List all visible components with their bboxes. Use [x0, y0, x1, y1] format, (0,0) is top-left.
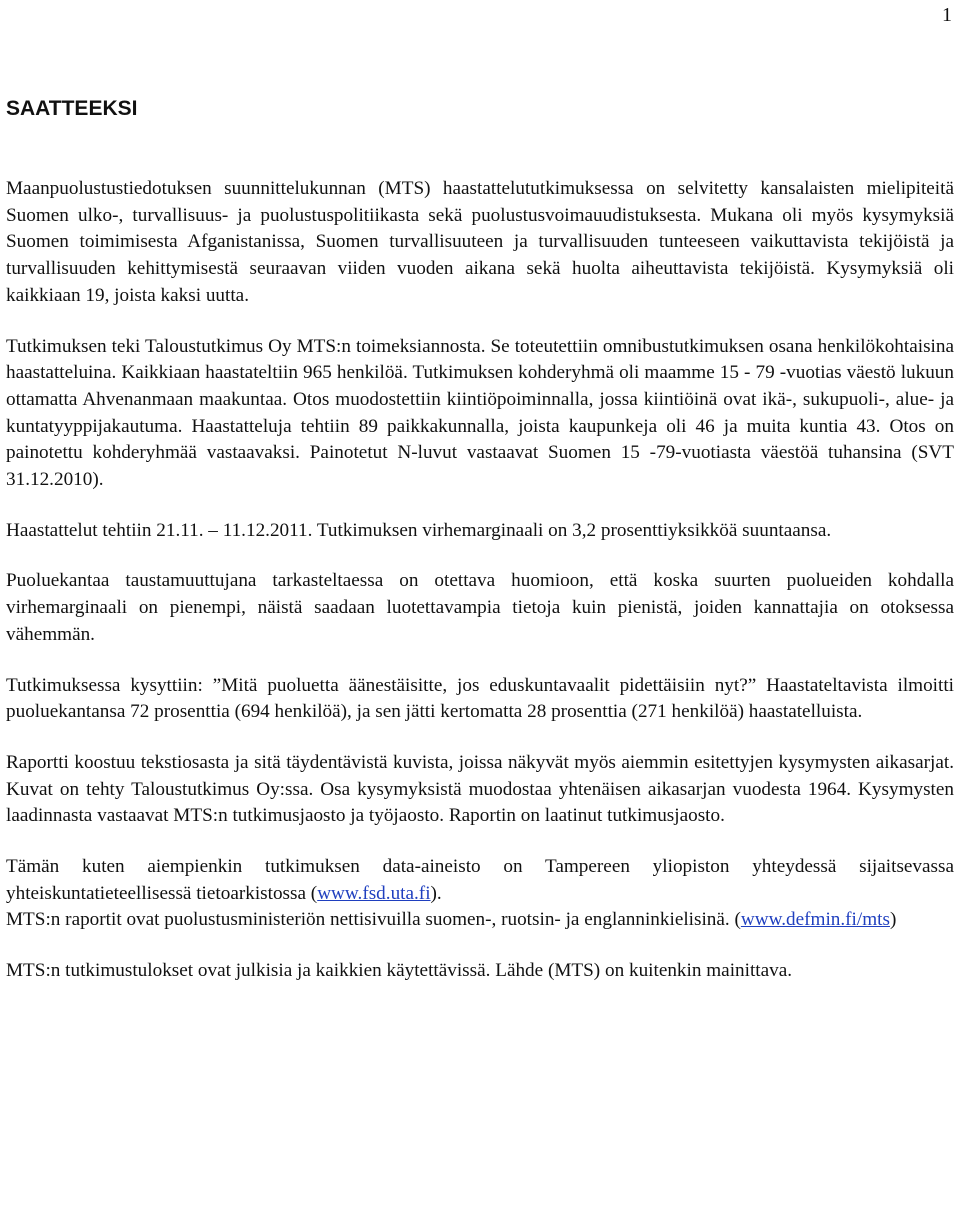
page-number: 1 — [942, 4, 952, 26]
archive-text: Tämän kuten aiempienkin tutkimuksen data-aineisto on Tampereen yliopiston yhteydessä sijaitsevassa yhteiskuntatieteellisessä tietoarkistossa ( — [6, 856, 954, 904]
reports-text-end: ) — [889, 909, 897, 931]
page-heading: SAATTEEKSI — [6, 97, 138, 120]
paragraph-report: Raportti koostuu tekstiosasta ja sitä täydentävistä kuvista, joissa näkyvät myös aiemmin esitettyjen kysymysten aikasarjat. Kuvat on tehty Taloustutkimus Oy:ssa. Osa kysymyksistä muodostaa yhtenäisen aikasarjan vuodesta 1964. Kysymysten laadinnasta vastaavat MTS:n tutkimusjaosto ja työjaosto. Raportin on laatinut tutkimusjaosto. — [6, 751, 954, 827]
document-body — [6, 176, 954, 985]
paragraph-method: Tutkimuksen teki Taloustutkimus Oy MTS:n toimeksiannosta. Se toteutettiin omnibustutkimuksen osana henkilökohtaisina haastatteluina. Kaikkiaan haastateltiin 965 henkilöä. Tutkimuksen kohderyhmä oli maamme 15 - 79 -vuotias väestö lukuun ottamatta Ahvenanmaan maakuntaa. Otos muodostettiin kiintiöpoiminnalla, jossa kiintiöinä ovat ikä-, sukupuoli-, alue- ja kuntatyyppijakautuma. Haastatteluja tehtiin 89 paikkakunnalla, joista kaupunkeja oli 46 ja muita kuntia 43. Otos on painotettu kohderyhmää vastaavaksi. Painotetut N-luvut vastaavat Suomen 15 -79-vuotiasta väestöä tuhansina (SVT 31.12.2010). — [6, 335, 954, 491]
paragraph-archive — [6, 854, 954, 907]
paragraph-question: Tutkimuksessa kysyttiin: ”Mitä puoluetta äänestäisitte, jos eduskuntavaalit pidettäisiin nyt?” Haastateltavista ilmoitti puoluekantansa 72 prosenttia (694 henkilöä), ja sen jätti kertomatta 28 prosenttia (271 henkilöä) haastatelluista. — [6, 674, 954, 723]
paragraph-intro: Maanpuolustustiedotuksen suunnittelukunnan (MTS) haastattelututkimuksessa on selvitetty kansalaisten mielipiteitä Suomen ulko-, turvallisuus- ja puolustuspolitiikasta sekä puolustusvoimauudistuksesta. Mukana oli myös kysymyksiä Suomen toimimisesta Afganistanissa, Suomen turvallisuuteen ja turvallisuuden tunteeseen vaikuttavista tekijöistä ja turvallisuuden kehittymisestä seuraavan viiden vuoden aikana sekä huolta aiheuttavista tekijöistä. Kysymyksiä oli kaikkiaan 19, joista kaksi uutta. — [6, 178, 954, 306]
paragraph-reports-online — [6, 907, 954, 934]
fsd-link[interactable]: www.fsd.uta.fi — [317, 882, 431, 904]
paragraph-party-note: Puoluekantaa taustamuuttujana tarkasteltaessa on otettava huomioon, että koska suurten puolueiden kohdalla virhemarginaali on pienempi, näistä saadaan luotettavampia tietoja kuin pienistä, joiden kannattajia on otoksessa vähemmän. — [6, 570, 954, 645]
defmin-link[interactable]: www.defmin.fi/mts — [740, 909, 890, 931]
paragraph-dates: Haastattelut tehtiin 21.11. – 11.12.2011. Tutkimuksen virhemarginaali on 3,2 prosenttiyksikköä suuntaansa. — [6, 519, 832, 541]
archive-text-end: ). — [430, 882, 442, 904]
paragraph-public: MTS:n tutkimustulokset ovat julkisia ja kaikkien käytettävissä. Lähde (MTS) on kuitenkin mainittava. — [6, 960, 793, 982]
reports-text: MTS:n raportit ovat puolustusministeriön nettisivuilla suomen-, ruotsin- ja englanninkielisinä. ( — [6, 909, 741, 931]
